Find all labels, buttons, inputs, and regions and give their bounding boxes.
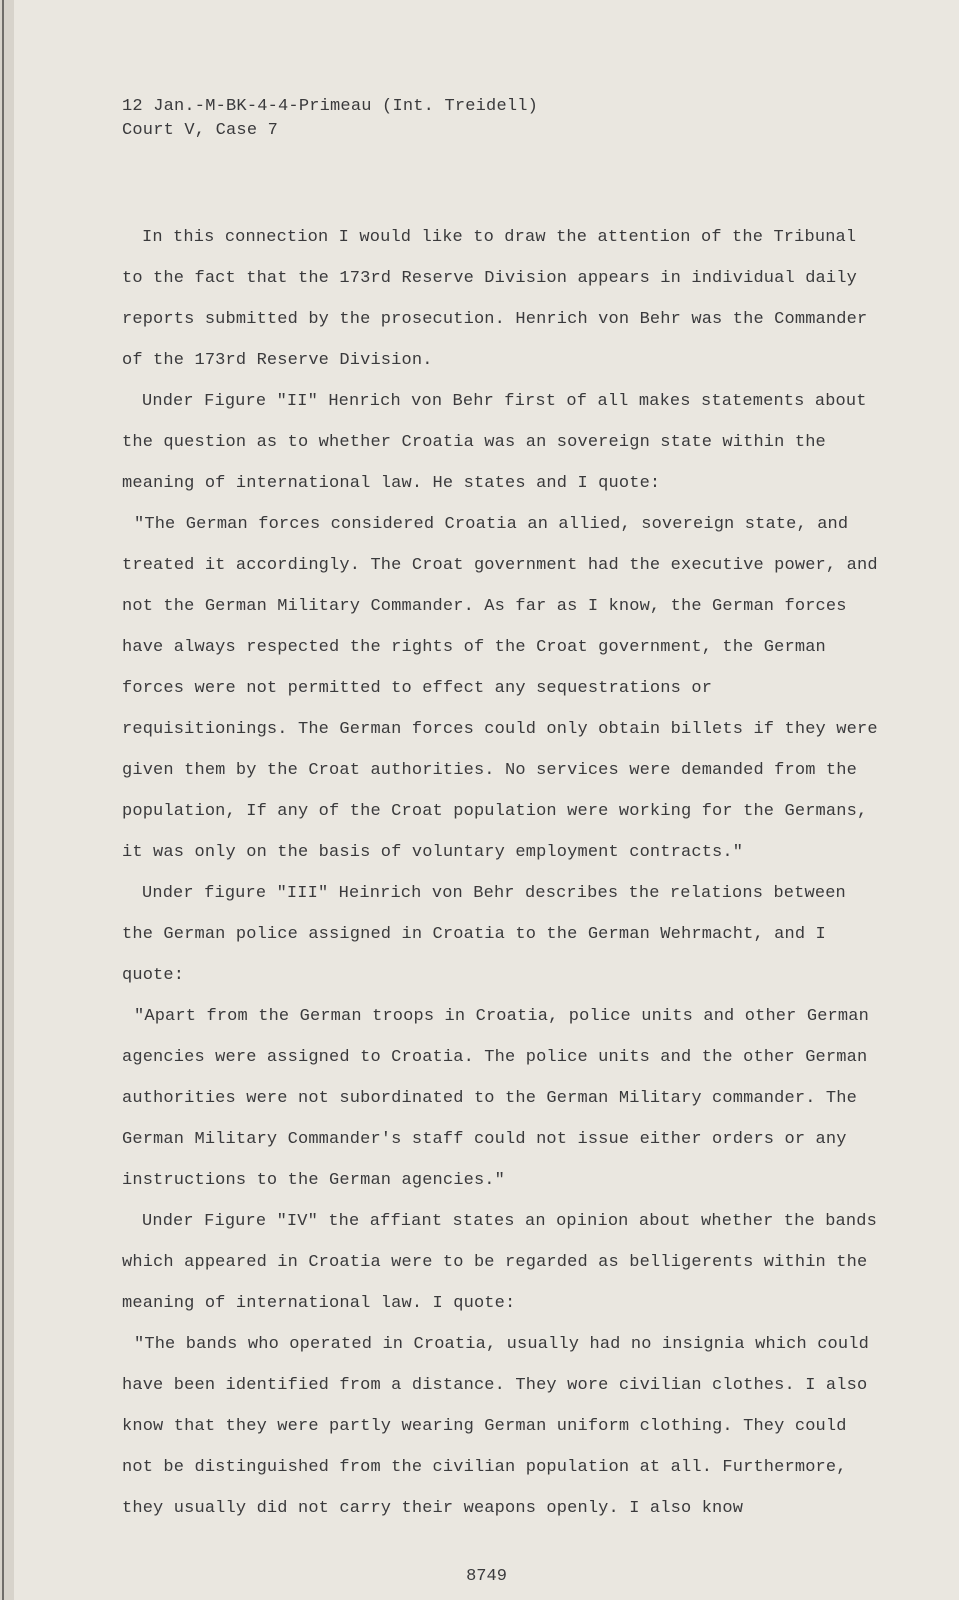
header-reference-line: 12 Jan.-M-BK-4-4-Primeau (Int. Treidell) — [122, 97, 539, 116]
quote-figure-iii: "Apart from the German troops in Croatia, police units and other German agencies were assigned to Croatia. The police units and the other German authorities were not subordinated to the German Military commander. The German Military Commander's staff could not issue either orders or any instructions to the German agencies." — [122, 1007, 869, 1190]
page-number: 8749 — [466, 1567, 507, 1586]
paragraph-figure-ii: Under Figure "II" Henrich von Behr first of all makes statements about the question as to whether Croatia was an sovereign state within the meaning of international law. He states and I quote: — [122, 392, 867, 493]
paragraph-intro: In this connection I would like to draw the attention of the Tribunal to the fact that the 173rd Reserve Division appears in individual daily reports submitted by the prosecution. Henrich von Behr was the Commander of the 173rd Reserve Division. — [122, 228, 868, 370]
paragraph-figure-iii: Under figure "III" Heinrich von Behr describes the relations between the German police assigned in Croatia to the German Wehrmacht, and I quote: — [122, 884, 846, 985]
paragraph-figure-iv: Under Figure "IV" the affiant states an opinion about whether the bands which appeared in Croatia were to be regarded as belligerents within the meaning of international law. I quote: — [122, 1212, 877, 1313]
quote-figure-iv: "The bands who operated in Croatia, usually had no insignia which could have been identified from a distance. They wore civilian clothes. I also know that they were partly wearing German uniform clothing. They could not be distinguished from the civilian population at all. Furthermore, they usually did not carry their weapons openly. I also know — [122, 1335, 869, 1518]
header-court-line: Court V, Case 7 — [122, 121, 279, 140]
transcript-body — [122, 217, 882, 1529]
document-header — [122, 95, 538, 143]
document-page — [14, 0, 959, 1600]
quote-figure-ii: "The German forces considered Croatia an allied, sovereign state, and treated it accordingly. The Croat government had the executive power, and not the German Military Commander. As far as I know, the German forces have always respected the rights of the Croat government, the German forces were not permitted to effect any sequestrations or requisitionings. The German forces could only obtain billets if they were given them by the Croat authorities. No services were demanded from the population, If any of the Croat population were working for the Germans, it was only on the basis of voluntary employment contracts." — [122, 515, 878, 862]
page-binding-edge — [0, 0, 15, 1600]
